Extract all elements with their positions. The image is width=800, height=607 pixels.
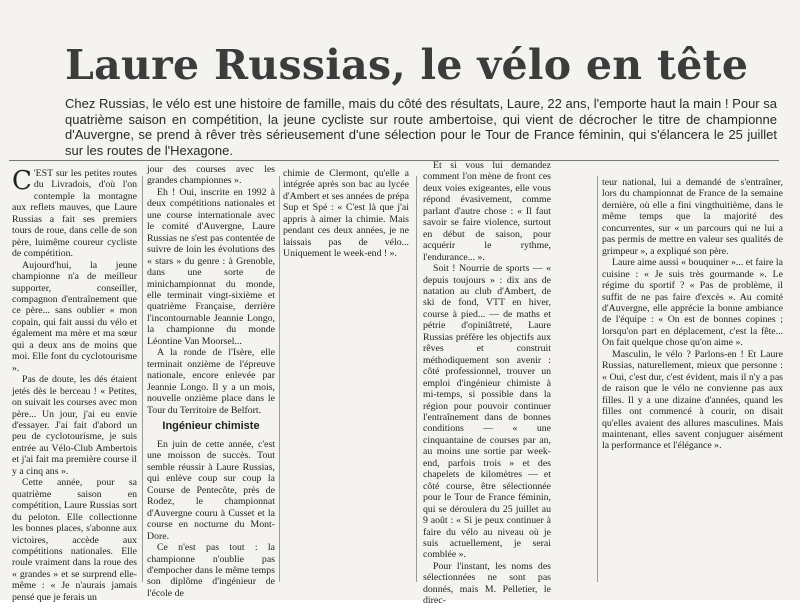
paragraph: Laure aime aussi « bouquiner »... et faire la cuisine : « Je suis très gourmande ». Le régime du sportif ? « Pas de problème, il suffit de ne pas faire d'excès ». Au comité d'Auvergne, elle apprécie la bonne ambiance de l'équipe : « On est de bonnes copines ; lorsqu'on part en déplacement, c'est la fête... On fait quelque chose qu'on aime ». [602, 257, 783, 349]
paragraph: Eh ! Oui, inscrite en 1992 à deux compétitions nationales et une course internationale avec le comité d'Auvergne, Laure Russias ne s'est pas contentée de suivre de loin les évolutions des « stars » du genre : à Grenoble, dans une sorte de minichampionnat du monde, elle terminait vingt-sixième et quatrième Française, derrière l'incontournable Jeannie Longo, la championne du monde Léontine Van Moorsel... [147, 186, 275, 347]
article-headline: Laure Russias, le vélo en tête [65, 41, 749, 89]
paragraph: Et si vous lui demandez comment l'on mène de front ces deux voies exigeantes, elle vous répond évasivement, comme parlant d'autre chose : « Il faut savoir se faire violence, surtout en début de saison, pour acquérir le rythme, l'endurance... ». [423, 160, 551, 263]
column-divider [279, 176, 280, 582]
article-column-5 [602, 177, 783, 452]
paragraph: Pas de doute, les dés étaient jetés dès le berceau ! « Petites, on suivait les courses avec mon père... Un jour, j'ai eu envie d'essayer. J'ai fait d'abord un peu de cyclotourisme, je suis entrée au Vélo-Club Ambertois et j'ai fait ma première course il y a cinq ans ». [12, 374, 137, 477]
paragraph: Soit ! Nourrie de sports — « depuis toujours » : dix ans de natation au club d'Ambert, de ski de fond, VTT en hiver, course à pied... — de maths et pétrie d'opiniâtreté, Laure Russias préfère les objectifs aux rêves et construit méthodiquement son avenir : côté professionnel, trouver un emploi d'ingénieur chimiste à mi-temps, si possible dans la région pour pouvoir continuer l'entraînement dans de bonnes conditions — « une cinquantaine de courses par an, au moins une sortie par week-end, parfois trois » et des chapelets de kilomètres — et côté course, être sélectionnée pour le Tour de France féminin, qui se déroulera du 25 juillet au 9 août : « Si je peux continuer à faire du vélo au niveau où je suis actuellement, je serai comblée ». [423, 263, 551, 561]
paragraph: Masculin, le vélo ? Parlons-en ! Et Laure Russias, naturellement, mieux que personne : « Oui, c'est dur, c'est évident, mais il n'y a pas de raison que le vélo ne convienne pas aux filles. Il y a une dizaine d'années, quand les filles ont commencé à courir, on disait qu'elles avaient des allures masculines. Mais maintenant, elles savent conjuguer aisément la performance et l'élégance ». [602, 348, 783, 452]
paragraph: Aujourd'hui, la jeune championne n'a de meilleur supporter, conseiller, compagnon d'entraînement que ce père... sans oublier « mon copain, qui fait aussi du vélo et également ma mère et ma sœur qui a deux ans de moins que moi. Elle font du cyclotourisme ». [12, 259, 137, 374]
paragraph: jour des courses avec les grandes championnes ». [147, 164, 275, 187]
drop-cap: C [12, 166, 32, 196]
paragraph: En juin de cette année, c'est une moisson de succès. Tout semble réussir à Laure Russias, qui enlève coup sur coup la Course de Pentecôte, près de Rodez, le championnat d'Auvergne couru à Cusset et la course en nocturne du Mont-Dore. [147, 438, 275, 542]
article-column-4 [423, 160, 551, 607]
paragraph: chimie de Clermont, qu'elle a intégrée après son bac au lycée d'Ambert et ses années de prépa Sup et Spé : « C'est là que j'ai appris à aimer la chimie. Mais pendant ces deux années, je ne laissais pas de vélo... Uniquement le week-end ! ». [283, 168, 409, 260]
paragraph: Ce n'est pas tout : la championne n'oublie pas d'empocher dans le même temps son diplôme d'ingénieur de l'école de [147, 542, 275, 599]
column-divider [597, 176, 598, 582]
article-column-1 [12, 168, 137, 603]
paragraph-text: 'EST sur les petites routes du Livradois, d'où l'on contemple la montagne aux reflets mauves, que Laure Russias a fait ses premiers tours de roue, dans celle de son père, luimême coureur cycliste de compétition. [12, 168, 137, 260]
article-column-3 [283, 168, 409, 260]
article-lead: Chez Russias, le vélo est une histoire de famille, mais du côté des résultats, Laure, 22 ans, l'emporte haut la main ! Pour sa quatrième saison en compétition, la jeune cycliste sur route ambertoise, qui vient de décrocher le titre de championne d'Auvergne, se prend à rêver très sérieusement d'une sélection pour le Tour de France féminin, qui s'élancera le 25 juillet sur les routes de l'Hexagone. [65, 96, 777, 158]
section-subhead: Ingénieur chimiste [162, 419, 260, 432]
column-divider [416, 176, 417, 582]
column-divider [142, 176, 143, 582]
header-divider [9, 160, 779, 161]
paragraph [12, 168, 137, 260]
paragraph: Pour l'instant, les noms des sélectionnées ne sont pas donnés, mais M. Pelletier, le direc- [423, 560, 551, 607]
article-column-2 [147, 164, 275, 599]
paragraph: Cette année, pour sa quatrième saison en compétition, Laure Russias sort du peloton. Elle collectionne les bonnes places, s'abonne aux victoires, accède aux compétitions nationales. Elle roule vraiment dans la roue des « grandes » et se surprend elle-même : « Je n'aurais jamais pensé que je ferais un [12, 477, 137, 603]
paragraph: teur national, lui a demandé de s'entraîner, lors du championnat de France de la semaine dernière, où elle a fini vingthuitième, dans le même temps que la majorité des concurrentes, sur « un parcours qui ne lui a pas permis de mettre en valeur ses qualités de grimpeur », a expliqué son père. [602, 177, 783, 257]
paragraph: A la ronde de l'Isère, elle terminait onzième de l'épreuve nationale, encore enlevée par Jeannie Longo. Il y a un mois, nouvelle onzième place dans le Tour du Territoire de Belfort. [147, 347, 275, 416]
